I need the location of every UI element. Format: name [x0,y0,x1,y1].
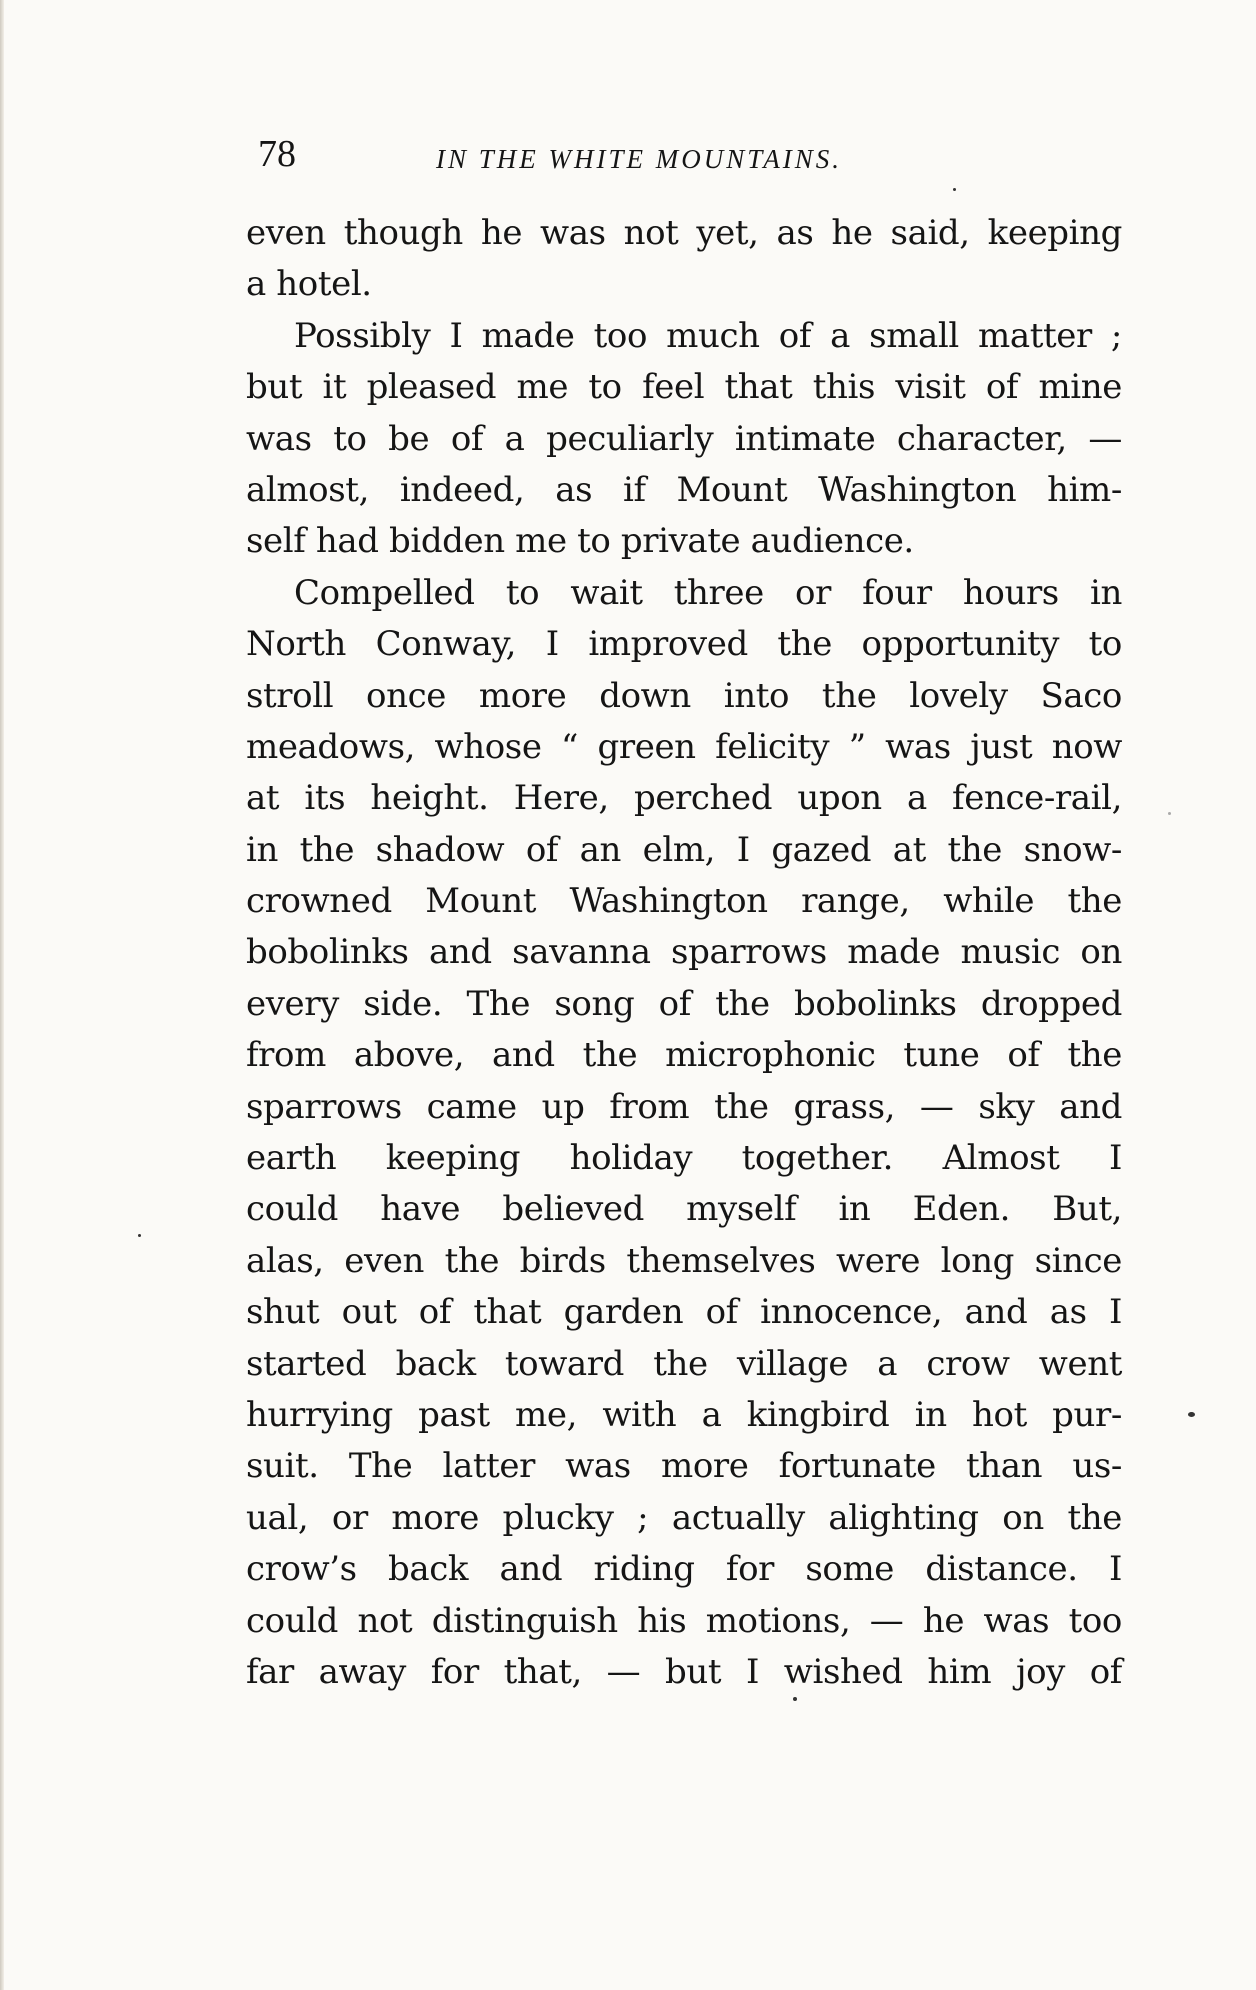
text-line: bobolinks and savanna sparrows made music on [246,932,1122,973]
ink-speck [953,188,956,191]
text-line: was to be of a peculiarly intimate character, — [246,418,1122,459]
text-line: crow’s back and riding for some distance. I [246,1549,1122,1590]
paragraph-start-line: Compelled to wait three or four hours in [294,572,1122,613]
text-line: hurrying past me, with a kingbird in hot pur- [246,1394,1122,1435]
text-line: self had bidden me to private audience. [246,521,914,562]
text-line: alas, even the birds themselves were long since [246,1240,1122,1281]
running-head [258,132,958,182]
paragraph-start-line: Possibly I made too much of a small matter ; [294,315,1122,356]
page-number: 78 [258,133,296,175]
text-line: every side. The song of the bobolinks dropped [246,983,1122,1024]
ink-speck [1168,812,1171,815]
text-line: suit. The latter was more fortunate than us- [246,1446,1122,1487]
text-line: earth keeping holiday together. Almost I [246,1138,1122,1179]
text-line: almost, indeed, as if Mount Washington him- [246,469,1122,510]
text-line: started back toward the village a crow went [246,1343,1122,1384]
text-line: but it pleased me to feel that this visit of mine [246,367,1122,408]
text-line: crowned Mount Washington range, while the [246,881,1122,922]
text-line: North Conway, I improved the opportunity to [246,624,1122,665]
text-line: in the shadow of an elm, I gazed at the snow- [246,829,1122,870]
text-line: stroll once more down into the lovely Saco [246,675,1122,716]
text-line: a hotel. [246,264,372,305]
text-line: could have believed myself in Eden. But, [246,1189,1122,1230]
ink-speck [138,1234,141,1237]
text-line: from above, and the microphonic tune of the [246,1035,1122,1076]
gutter-edge [0,0,4,1990]
body-text [246,208,1122,1698]
ink-speck [793,1697,797,1701]
text-line: meadows, whose “ green felicity ” was just now [246,726,1122,767]
ink-speck [1188,1412,1195,1417]
text-line: even though he was not yet, as he said, keeping [246,213,1122,253]
text-line: sparrows came up from the grass, — sky and [246,1086,1122,1127]
running-title: IN THE WHITE MOUNTAINS. [436,144,842,174]
text-line: far away for that, — but I wished him joy of [246,1651,1122,1692]
text-line: at its height. Here, perched upon a fence-rail, [246,778,1122,819]
text-line: could not distinguish his motions, — he was too [246,1600,1122,1641]
text-line: ual, or more plucky ; actually alighting on the [246,1497,1122,1538]
text-line: shut out of that garden of innocence, and as I [246,1292,1122,1333]
